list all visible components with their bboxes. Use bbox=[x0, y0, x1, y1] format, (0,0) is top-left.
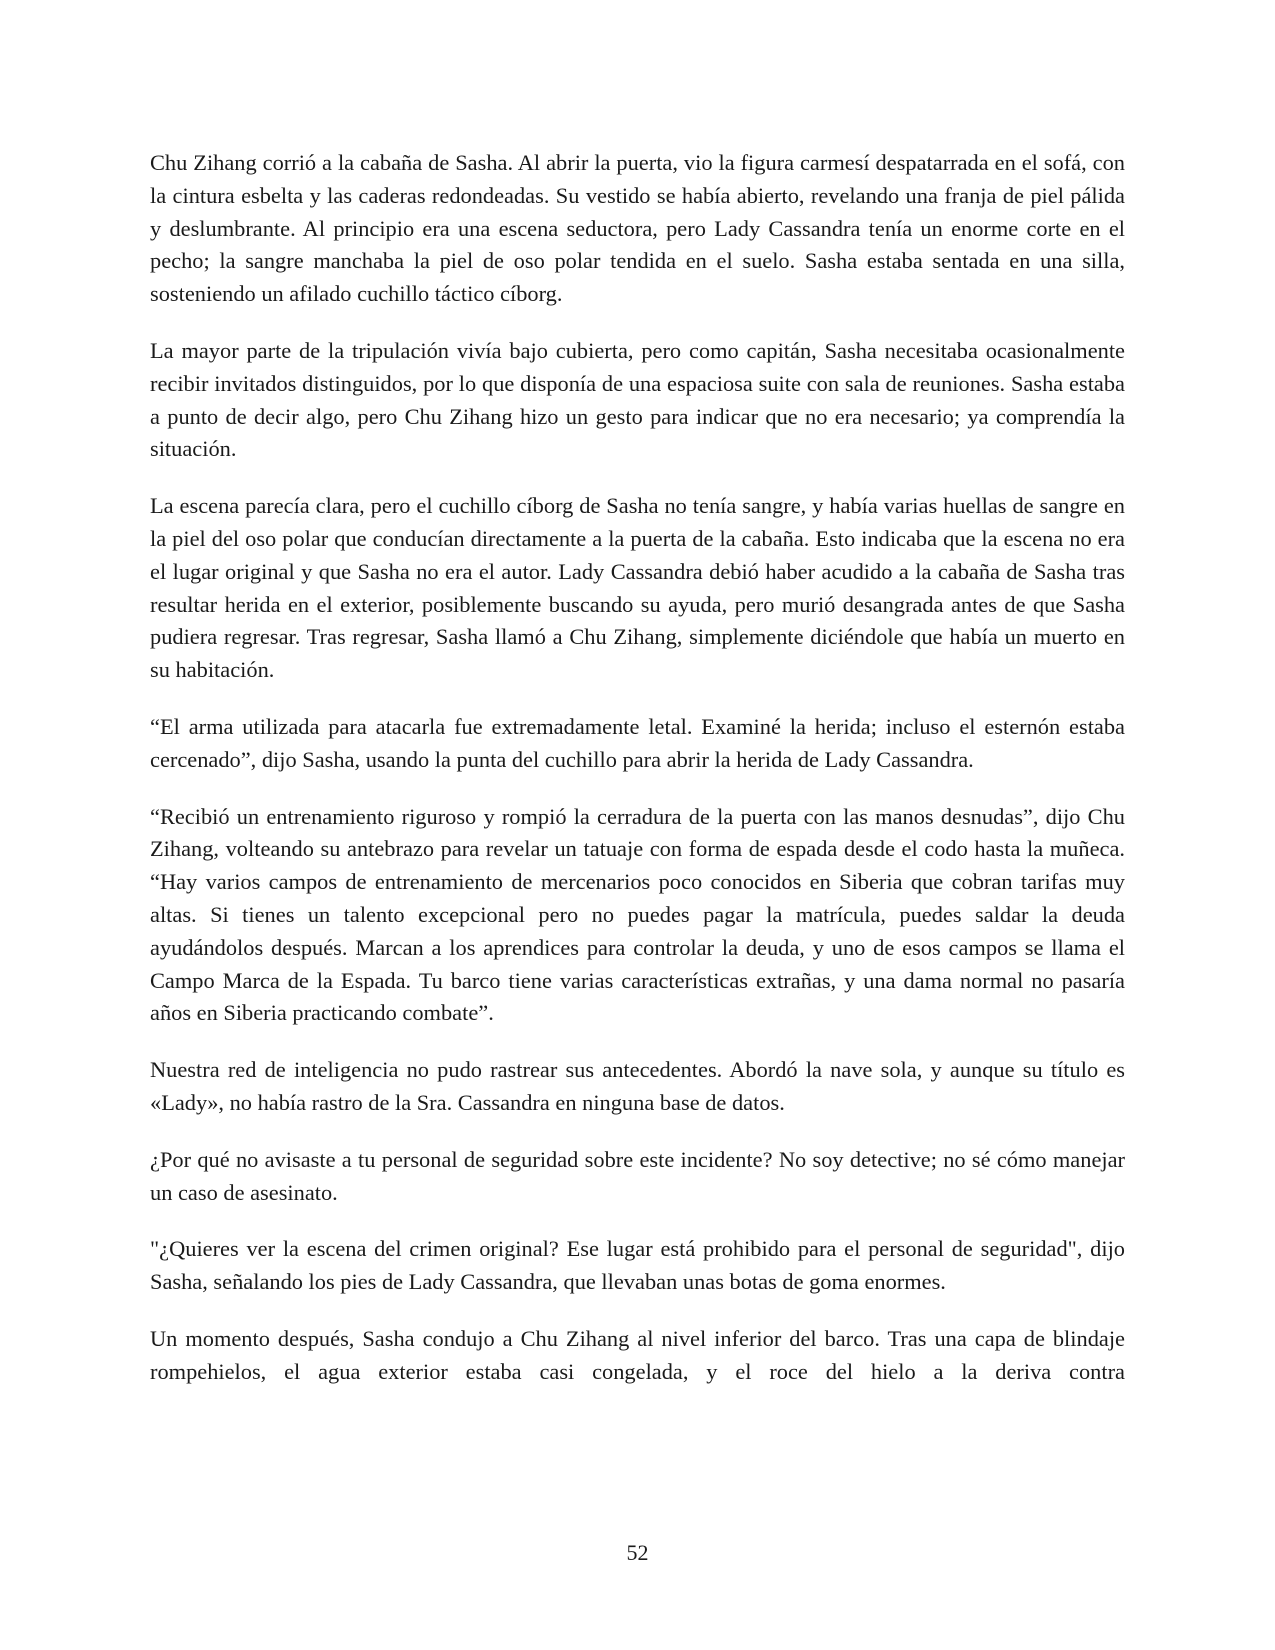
page-number: 52 bbox=[626, 1540, 649, 1565]
paragraph-5: “Recibió un entrenamiento riguroso y rompió la cerradura de la puerta con las manos desnudas”, dijo Chu Zihang, volteando su antebrazo para revelar un tatuaje con forma de espada desde el codo hasta la muñeca. “Hay varios campos de entrenamiento de mercenarios poco conocidos en Siberia que cobran tarifas muy altas. Si tienes un talento excepcional pero no puedes pagar la matrícula, puedes saldar la deuda ayudándolos después. Marcan a los aprendices para controlar la deuda, y uno de esos campos se llama el Campo Marca de la Espada. Tu barco tiene varias características extrañas, y una dama normal no pasaría años en Siberia practicando combate”. bbox=[150, 803, 1125, 1026]
paragraph-6: Nuestra red de inteligencia no pudo rastrear sus antecedentes. Abordó la nave sola, y aunque su título es «Lady», no había rastro de la Sra. Cassandra en ninguna base de datos. bbox=[150, 1057, 1125, 1115]
paragraph-1: Chu Zihang corrió a la cabaña de Sasha. Al abrir la puerta, vio la figura carmesí despatarrada en el sofá, con la cintura esbelta y las caderas redondeadas. Su vestido se había abierto, revelando una franja de piel pálida y deslumbrante. Al principio era una escena seductora, pero Lady Cassandra tenía un enorme corte en el pecho; la sangre manchaba la piel de oso polar tendida en el suelo. Sasha estaba sentada en una silla, sosteniendo un afilado cuchillo táctico cíborg. bbox=[150, 150, 1125, 307]
paragraph-2: La mayor parte de la tripulación vivía bajo cubierta, pero como capitán, Sasha necesitaba ocasionalmente recibir invitados distinguidos, por lo que disponía de una espaciosa suite con sala de reuniones. Sasha estaba a punto de decir algo, pero Chu Zihang hizo un gesto para indicar que no era necesario; ya comprendía la situación. bbox=[150, 337, 1125, 462]
paragraph-9: Un momento después, Sasha condujo a Chu Zihang al nivel inferior del barco. Tras una capa de blindaje rompehielos, el agua exterior estaba casi congelada, y el roce del hielo a la deriva contra bbox=[150, 1325, 1125, 1384]
paragraph-8: "¿Quieres ver la escena del crimen original? Ese lugar está prohibido para el personal de seguridad", dijo Sasha, señalando los pies de Lady Cassandra, que llevaban unas botas de goma enormes. bbox=[150, 1236, 1125, 1295]
body-text bbox=[150, 147, 1125, 1389]
paragraph-4: “El arma utilizada para atacarla fue extremadamente letal. Examiné la herida; incluso el esternón estaba cercenado”, dijo Sasha, usando la punta del cuchillo para abrir la herida de Lady Cassandra. bbox=[150, 713, 1125, 772]
paragraph-7: ¿Por qué no avisaste a tu personal de seguridad sobre este incidente? No soy detective; no sé cómo manejar un caso de asesinato. bbox=[150, 1146, 1125, 1205]
paragraph-3: La escena parecía clara, pero el cuchillo cíborg de Sasha no tenía sangre, y había varias huellas de sangre en la piel del oso polar que conducían directamente a la puerta de la cabaña. Esto indicaba que la escena no era el lugar original y que Sasha no era el autor. Lady Cassandra debió haber acudido a la cabaña de Sasha tras resultar herida en el exterior, posiblemente buscando su ayuda, pero murió desangrada antes de que Sasha pudiera regresar. Tras regresar, Sasha llamó a Chu Zihang, simplemente diciéndole que había un muerto en su habitación. bbox=[150, 493, 1125, 683]
